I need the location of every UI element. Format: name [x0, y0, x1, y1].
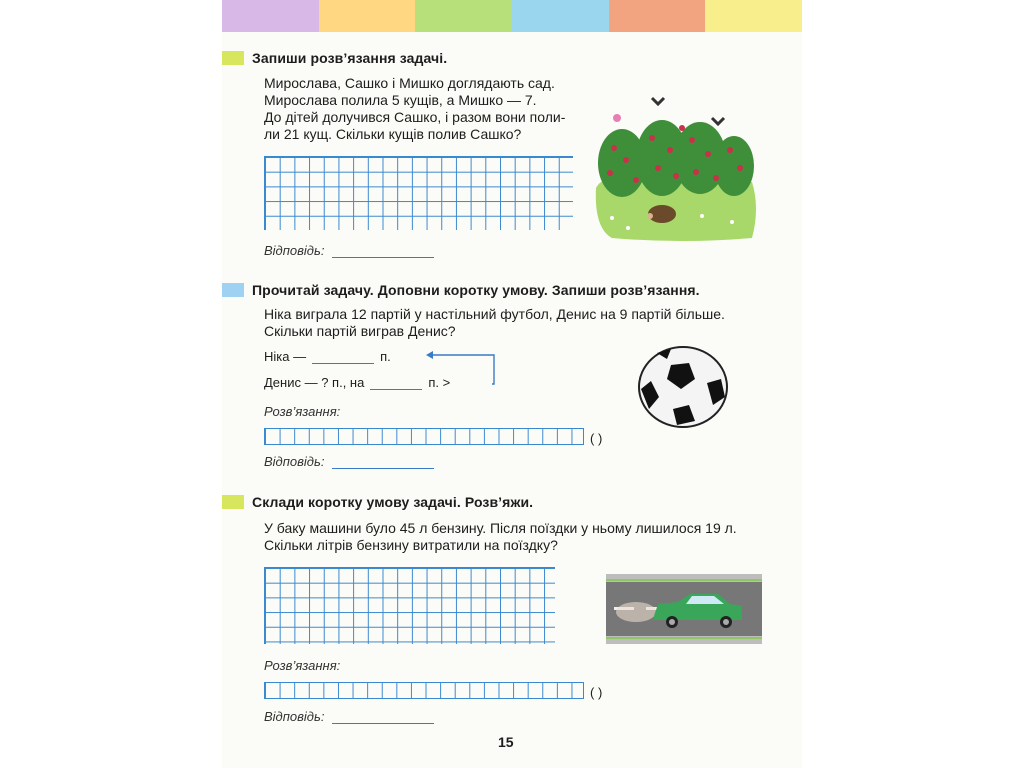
- task1-text: [264, 75, 604, 143]
- color-tab-strip: [222, 0, 802, 32]
- task3-solution-strip[interactable]: [264, 682, 584, 699]
- task2-text: [264, 306, 804, 340]
- short-condition-row-nika: [264, 349, 391, 364]
- color-tab: [609, 0, 706, 32]
- color-tab: [512, 0, 609, 32]
- task1-line: До дітей долучився Сашко, і разом вони поли-: [264, 109, 566, 125]
- color-tab: [222, 0, 319, 32]
- task2-line: Скільки партій виграв Денис?: [264, 323, 456, 339]
- task3-line: У баку машини було 45 л бензину. Після поїздки у ньому лишилося 19 л.: [264, 520, 737, 536]
- task1-heading: Запиши розв’язання задачі.: [252, 50, 448, 66]
- color-tab: [319, 0, 416, 32]
- task2-solution-strip[interactable]: [264, 428, 584, 445]
- task1-header: [222, 50, 447, 66]
- nika-unit: п.: [380, 349, 391, 364]
- answer-input-line[interactable]: [332, 247, 434, 258]
- task3-solution-label: Розв’язання:: [264, 658, 341, 673]
- answer-input-line[interactable]: [332, 458, 434, 469]
- color-tab: [415, 0, 512, 32]
- answer-label: Відповідь:: [264, 454, 325, 469]
- task2-answer-row: [264, 454, 434, 469]
- color-tab: [705, 0, 802, 32]
- denys-value-blank[interactable]: [370, 379, 422, 390]
- denys-unit: п. >: [428, 375, 451, 390]
- task2-line: Ніка виграла 12 партій у настільний футбол, Денис на 9 партій більше.: [264, 306, 725, 322]
- answer-label: Відповідь:: [264, 709, 325, 724]
- answer-input-line[interactable]: [332, 713, 434, 724]
- task2-heading: Прочитай задачу. Доповни коротку умову. Запиши розв’язання.: [252, 282, 700, 298]
- task3-grid-area[interactable]: [264, 567, 555, 644]
- page-number: 15: [498, 734, 514, 750]
- green-marker-icon: [222, 51, 244, 65]
- task3-header: [222, 494, 533, 510]
- task3-units-paren[interactable]: ( ): [590, 685, 603, 700]
- task2-solution-label: Розв’язання:: [264, 404, 341, 419]
- blue-marker-icon: [222, 283, 244, 297]
- task1-answer-row: [264, 243, 434, 258]
- answer-label: Відповідь:: [264, 243, 325, 258]
- workbook-page: [222, 0, 802, 768]
- task3-heading: Склади коротку умову задачі. Розв’яжи.: [252, 494, 534, 510]
- task2-units-paren[interactable]: ( ): [590, 431, 603, 446]
- comparison-arrow-icon: [422, 347, 498, 389]
- task2-header: [222, 282, 700, 298]
- denys-label: Денис — ? п., на: [264, 375, 365, 390]
- task3-answer-row: [264, 709, 434, 724]
- green-marker-icon: [222, 495, 244, 509]
- garden-illustration: [592, 88, 760, 243]
- car-on-road-illustration: [606, 574, 762, 644]
- task1-grid-area[interactable]: [264, 156, 573, 230]
- nika-label: Ніка —: [264, 349, 307, 364]
- task1-line: ли 21 кущ. Скільки кущів полив Сашко?: [264, 126, 522, 142]
- task1-line: Мирослава полила 5 кущів, а Мишко — 7.: [264, 92, 537, 108]
- soccer-ball-illustration: [637, 345, 729, 429]
- task3-line: Скільки літрів бензину витратили на поїздку?: [264, 537, 558, 553]
- task3-text: [264, 520, 804, 554]
- nika-value-blank[interactable]: [312, 353, 374, 364]
- task1-line: Мирослава, Сашко і Мишко доглядають сад.: [264, 75, 555, 91]
